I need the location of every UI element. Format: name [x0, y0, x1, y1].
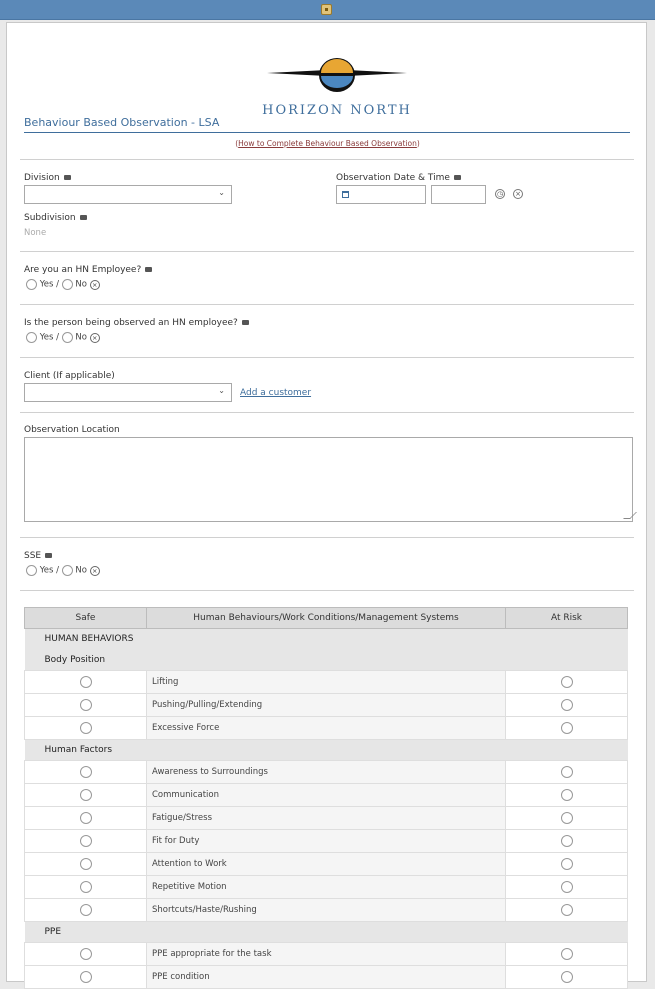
at-risk-cell [506, 694, 628, 717]
sse-no-radio[interactable] [62, 565, 73, 576]
safe-radio[interactable] [80, 699, 92, 711]
item-label: Pushing/Pulling/Extending [147, 694, 506, 717]
item-label: Fit for Duty [147, 830, 506, 853]
safe-radio[interactable] [80, 858, 92, 870]
table-row [25, 717, 628, 740]
at-risk-radio[interactable] [561, 948, 573, 960]
help-link[interactable]: How to Complete Behaviour Based Observation [238, 139, 417, 148]
safe-radio[interactable] [80, 789, 92, 801]
category-heading: HUMAN BEHAVIORS [25, 629, 628, 650]
yes-label: Yes [39, 332, 54, 343]
item-label: Lifting [147, 671, 506, 694]
section-heading: PPE [25, 922, 628, 943]
sse-label [24, 551, 52, 561]
at-risk-cell [506, 830, 628, 853]
safe-radio[interactable] [80, 904, 92, 916]
at-risk-radio[interactable] [561, 722, 573, 734]
at-risk-radio[interactable] [561, 858, 573, 870]
no-label: No [75, 332, 87, 343]
item-label: Shortcuts/Haste/Rushing [147, 899, 506, 922]
subdivision-label-text: Subdivision [24, 213, 76, 223]
at-risk-radio[interactable] [561, 766, 573, 778]
table-header-row [25, 608, 628, 629]
section-heading: Body Position [25, 650, 628, 671]
safe-radio[interactable] [80, 948, 92, 960]
safe-cell [25, 830, 147, 853]
sse-label-text: SSE [24, 551, 42, 561]
divider [20, 357, 634, 358]
hn-employee-no-radio[interactable] [62, 279, 73, 290]
item-label: Repetitive Motion [147, 876, 506, 899]
division-select[interactable] [24, 185, 232, 204]
divider [20, 251, 634, 252]
table-row [25, 671, 628, 694]
yes-label: Yes [39, 565, 54, 576]
at-risk-radio[interactable] [561, 676, 573, 688]
safe-cell [25, 717, 147, 740]
at-risk-radio[interactable] [561, 881, 573, 893]
section-row [25, 629, 628, 650]
table-row [25, 876, 628, 899]
at-risk-cell [506, 784, 628, 807]
form-icon[interactable] [321, 4, 332, 15]
horizon-north-logo [257, 39, 417, 118]
observation-datetime-label-text: Observation Date & Time [336, 173, 450, 183]
division-label [24, 173, 71, 183]
sse-yes-radio[interactable] [26, 565, 37, 576]
table-row [25, 853, 628, 876]
observed-hn-employee-label [24, 318, 249, 328]
divider [20, 412, 634, 413]
safe-radio[interactable] [80, 812, 92, 824]
at-risk-cell [506, 761, 628, 784]
at-risk-radio[interactable] [561, 904, 573, 916]
table-row [25, 694, 628, 717]
safe-cell [25, 876, 147, 899]
divider [20, 537, 634, 538]
top-bar [0, 0, 655, 20]
divider [20, 159, 634, 160]
hn-employee-radio-group [26, 279, 100, 291]
separator: / [56, 279, 60, 290]
safe-radio[interactable] [80, 676, 92, 688]
hn-employee-label-text: Are you an HN Employee? [24, 265, 142, 275]
clear-selection-icon[interactable]: × [90, 566, 100, 576]
clock-icon[interactable]: ◷ [496, 190, 504, 198]
safe-cell [25, 943, 147, 966]
no-label: No [75, 565, 87, 576]
help-link-container [7, 139, 648, 148]
at-risk-cell [506, 966, 628, 989]
help-icon[interactable] [64, 175, 71, 180]
help-icon[interactable] [80, 215, 87, 220]
client-select[interactable] [24, 383, 232, 402]
help-icon[interactable] [242, 320, 249, 325]
item-label: Fatigue/Stress [147, 807, 506, 830]
help-icon[interactable] [454, 175, 461, 180]
calendar-icon[interactable] [342, 191, 349, 198]
clear-selection-icon[interactable]: × [90, 333, 100, 343]
safe-cell [25, 899, 147, 922]
help-icon[interactable] [145, 267, 152, 272]
client-label: Client (If applicable) [24, 371, 115, 381]
safe-radio[interactable] [80, 766, 92, 778]
safe-cell [25, 807, 147, 830]
yes-label: Yes [39, 279, 54, 290]
item-label: PPE condition [147, 966, 506, 989]
at-risk-cell [506, 807, 628, 830]
hn-employee-yes-radio[interactable] [26, 279, 37, 290]
chevron-down-icon: ⌄ [218, 386, 225, 395]
safe-column-header: Safe [25, 608, 147, 629]
table-row [25, 784, 628, 807]
at-risk-radio[interactable] [561, 699, 573, 711]
safe-cell [25, 671, 147, 694]
item-label: Awareness to Surroundings [147, 761, 506, 784]
table-row [25, 830, 628, 853]
observed-hn-employee-no-radio[interactable] [62, 332, 73, 343]
at-risk-cell [506, 671, 628, 694]
at-risk-cell [506, 717, 628, 740]
help-link-open-paren: ( [235, 139, 239, 148]
help-icon[interactable] [45, 553, 52, 558]
table-row [25, 899, 628, 922]
logo-wordmark: HORIZON NORTH [262, 103, 412, 118]
observed-hn-employee-yes-radio[interactable] [26, 332, 37, 343]
item-label: PPE appropriate for the task [147, 943, 506, 966]
safe-cell [25, 853, 147, 876]
sse-radio-group [26, 565, 100, 577]
separator: / [56, 565, 60, 576]
table-row [25, 966, 628, 989]
observed-hn-employee-radio-group [26, 332, 100, 344]
subdivision-label [24, 213, 87, 223]
add-customer-link[interactable]: Add a customer [240, 388, 312, 398]
hn-employee-label [24, 265, 152, 275]
no-label: No [75, 279, 87, 290]
observation-date-input[interactable] [336, 185, 426, 204]
at-risk-column-header: At Risk [506, 608, 628, 629]
safe-cell [25, 784, 147, 807]
clear-datetime-icon[interactable]: × [513, 189, 523, 199]
at-risk-cell [506, 899, 628, 922]
divider [20, 590, 634, 591]
observed-hn-employee-label-text: Is the person being observed an HN employee? [24, 318, 238, 328]
section-row [25, 740, 628, 761]
subdivision-value: None [24, 228, 47, 238]
at-risk-cell [506, 876, 628, 899]
separator: / [56, 332, 60, 343]
section-row [25, 922, 628, 943]
clear-selection-icon[interactable]: × [90, 280, 100, 290]
safe-radio[interactable] [80, 722, 92, 734]
chevron-down-icon: ⌄ [218, 188, 225, 197]
at-risk-radio[interactable] [561, 835, 573, 847]
at-risk-cell [506, 853, 628, 876]
help-link-close-paren: ) [416, 139, 420, 148]
item-column-header: Human Behaviours/Work Conditions/Management Systems [147, 608, 506, 629]
item-label: Communication [147, 784, 506, 807]
safe-radio[interactable] [80, 835, 92, 847]
section-heading: Human Factors [25, 740, 628, 761]
observation-time-input[interactable] [431, 185, 486, 204]
at-risk-cell [506, 943, 628, 966]
safe-cell [25, 694, 147, 717]
divider [20, 304, 634, 305]
division-label-text: Division [24, 173, 60, 183]
at-risk-radio[interactable] [561, 971, 573, 983]
table-row [25, 761, 628, 784]
table-row [25, 807, 628, 830]
item-label: Attention to Work [147, 853, 506, 876]
observation-location-textarea[interactable] [24, 437, 633, 522]
safe-radio[interactable] [80, 881, 92, 893]
safe-cell [25, 966, 147, 989]
form-title: Behaviour Based Observation - LSA [24, 116, 630, 133]
observation-datetime-label [336, 173, 461, 183]
at-risk-radio[interactable] [561, 812, 573, 824]
table-row [25, 943, 628, 966]
observation-table [24, 607, 628, 989]
form-page [6, 22, 647, 982]
observation-location-label: Observation Location [24, 425, 120, 435]
safe-cell [25, 761, 147, 784]
logo-emblem-icon [257, 39, 417, 99]
safe-radio[interactable] [80, 971, 92, 983]
resize-grip-icon[interactable] [623, 512, 637, 519]
at-risk-radio[interactable] [561, 789, 573, 801]
item-label: Excessive Force [147, 717, 506, 740]
section-row [25, 650, 628, 671]
